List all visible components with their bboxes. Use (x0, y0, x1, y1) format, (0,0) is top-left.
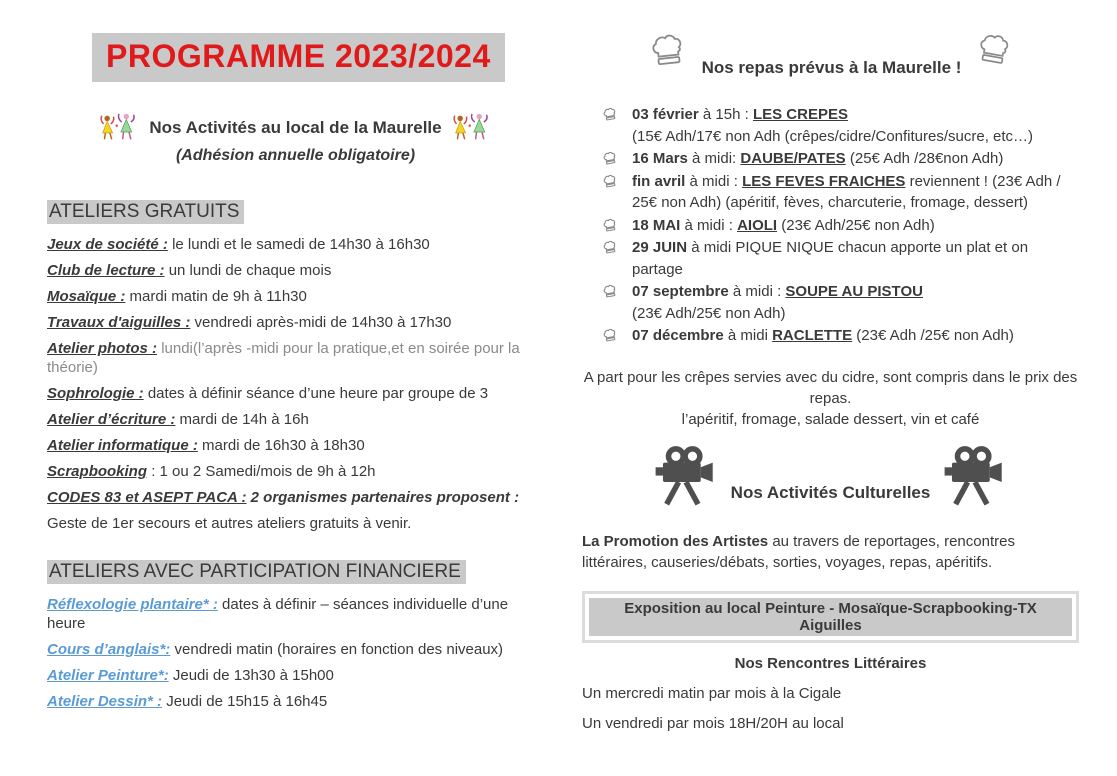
meal-time: à midi : (684, 216, 733, 234)
meal-price: reviennent ! (23€ Adh / (909, 172, 1061, 190)
left-column (47, 33, 544, 718)
workshop-label: Mosaïque : (47, 288, 126, 305)
meal-date: fin avril (632, 172, 686, 190)
workshop-label: Atelier d’écriture : (47, 411, 176, 428)
section-heading-free-workshops: ATELIERS GRATUITS (47, 201, 544, 223)
artists-promo (582, 531, 1079, 573)
workshop-label: Club de lecture : (47, 262, 165, 279)
expo-banner-text: Exposition au local Peinture - Mosaïque-Scrapbooking-TX Aiguilles (589, 598, 1072, 636)
meal-details: (23€ Adh/25€ non Adh) (632, 304, 786, 322)
chef-hat-icon (602, 171, 632, 214)
rencontres-heading: Nos Rencontres Littéraires (734, 654, 927, 672)
workshop-desc: un lundi de chaque mois (168, 262, 332, 279)
meals-header (582, 32, 1079, 78)
workshop-desc: dates à définir – séances individuelle d’une heure (47, 596, 509, 632)
meal-price: (25€ Adh /28€non Adh) (849, 150, 1004, 167)
workshop-desc: 2 organismes partenaires proposent : (250, 489, 520, 506)
workshop-label: Atelier photos : (47, 340, 158, 357)
film-camera-icon (651, 446, 721, 507)
rencontres-line: Un mercredi matin par mois à la Cigale (582, 684, 842, 702)
workshop-desc: mardi de 16h30 à 18h30 (202, 437, 365, 454)
workshop-label: Travaux d'aiguilles : (47, 314, 191, 331)
workshop-label: Sophrologie : (47, 385, 144, 402)
workshop-item (47, 692, 544, 711)
workshop-label: Jeux de société : (47, 236, 168, 253)
workshop-label: Atelier Dessin* : (47, 693, 163, 710)
chef-hat-icon (973, 29, 1017, 71)
meal-details: (15€ Adh/17€ non Adh (crêpes/cidre/Confitures/sucre, etc…) (632, 127, 1034, 145)
activities-heading: Nos Activités au local de la Maurelle (149, 117, 442, 137)
meal-dish: RACLETTE (772, 327, 853, 344)
workshop-label: Atelier Peinture*: (47, 667, 169, 684)
meal-dish: AIOLI (737, 216, 778, 234)
meals-note-line: A part pour les crêpes servies avec du cidre, sont compris dans le prix des repas. (583, 368, 1078, 407)
chef-hat-icon (602, 237, 632, 280)
meal-date: 03 février (632, 106, 699, 123)
film-camera-icon (940, 446, 1010, 507)
workshop-item (47, 462, 544, 481)
workshop-label: Cours d’anglais*: (47, 641, 171, 658)
meal-date: 18 MAI (632, 216, 681, 234)
chef-hat-icon (602, 281, 632, 324)
meal-item (602, 215, 1079, 237)
rencontres-line: Un vendredi par mois 18H/20H au local (582, 714, 844, 732)
workshop-item (47, 488, 544, 507)
workshop-desc: le lundi et le samedi de 14h30 à 16h30 (172, 236, 430, 253)
workshop-desc: lundi(l’après -midi pour la pratique,et en soirée pour la théorie) (47, 340, 520, 376)
workshop-desc: Jeudi de 13h30 à 15h00 (172, 667, 334, 684)
workshop-item (47, 339, 544, 377)
workshop-label: Atelier informatique : (47, 437, 198, 454)
chef-hat-icon (602, 325, 632, 347)
culture-heading: Nos Activités Culturelles (730, 482, 931, 502)
chef-hat-icon (602, 215, 632, 237)
workshop-item (47, 261, 544, 280)
chef-hat-icon (646, 30, 690, 72)
free-workshops-footer: Geste de 1er secours et autres ateliers gratuits à venir. (47, 515, 412, 532)
workshop-desc: vendredi après-midi de 14h30 à 17h30 (194, 314, 452, 331)
artists-promo-lead: La Promotion des Artistes (582, 532, 769, 550)
workshop-item (47, 410, 544, 429)
meal-item (602, 171, 1079, 214)
meal-price: (23€ Adh /25€ non Adh) (856, 327, 1014, 344)
activities-header (47, 112, 544, 165)
meal-time: à midi: (692, 150, 737, 167)
chef-hat-icon (602, 104, 632, 147)
meal-item (602, 104, 1079, 147)
workshop-desc: Jeudi de 15h15 à 16h45 (166, 693, 328, 710)
meal-dish: LES CREPES (752, 106, 848, 123)
meals-heading: Nos repas prévus à la Maurelle ! (701, 58, 962, 77)
meal-details: 25€ non Adh) (apéritif, fèves, charcuterie, fromage, dessert) (632, 194, 1029, 211)
workshop-label: CODES 83 et ASEPT PACA : (47, 489, 247, 506)
workshop-label: Réflexologie plantaire* : (47, 596, 218, 613)
workshop-item (47, 287, 544, 306)
culture-header (582, 446, 1079, 507)
meals-note (582, 367, 1079, 430)
meals-note-line: l’apéritif, fromage, salade dessert, vin et café (681, 410, 980, 428)
meal-time: à midi (727, 327, 768, 344)
workshop-desc: : 1 ou 2 Samedi/mois de 9h à 12h (151, 463, 376, 480)
meal-date: 29 JUIN (632, 239, 688, 256)
dancers-icon (99, 112, 139, 143)
meal-item (602, 148, 1079, 170)
meal-item (602, 281, 1079, 324)
meal-item (602, 325, 1079, 347)
meal-date: 07 septembre (632, 283, 729, 300)
meal-date: 16 Mars (632, 150, 688, 167)
section-heading-paid-workshops: ATELIERS AVEC PARTICIPATION FINANCIERE (47, 561, 544, 583)
workshop-desc: vendredi matin (horaires en fonction des niveaux) (174, 641, 504, 658)
meals-list (582, 104, 1079, 347)
workshop-item (47, 235, 544, 254)
workshop-item (47, 595, 544, 633)
meal-time: à midi : (732, 283, 782, 300)
meal-dish: SOUPE AU PISTOU (785, 283, 923, 300)
chef-hat-icon (602, 148, 632, 170)
meal-dish: LES FEVES FRAICHES (742, 172, 906, 190)
expo-banner (582, 591, 1079, 643)
meal-desc: à midi PIQUE NIQUE chacun apporte un plat et on partage (632, 239, 1029, 278)
meal-dish: DAUBE/PATES (740, 150, 846, 167)
page-title: PROGRAMME 2023/2024 (92, 33, 505, 82)
meal-item (602, 237, 1079, 280)
workshop-item (47, 313, 544, 332)
workshop-item (47, 666, 544, 685)
meal-time: à midi : (689, 172, 738, 190)
workshop-item (47, 384, 544, 403)
right-column (582, 28, 1079, 732)
artists-promo-text: au travers de reportages, rencontres littéraires, causeries/débats, sorties, voyages, repas, apéritifs. (582, 532, 1015, 571)
meal-date: 07 décembre (632, 327, 724, 344)
workshop-label: Scrapbooking (47, 463, 148, 480)
meal-time: à 15h : (702, 106, 749, 123)
workshop-desc: mardi de 14h à 16h (179, 411, 309, 428)
workshop-desc: dates à définir séance d’une heure par groupe de 3 (147, 385, 489, 402)
dancers-icon (452, 112, 492, 143)
workshop-item (47, 640, 544, 659)
workshop-item (47, 436, 544, 455)
meal-price: (23€ Adh/25€ non Adh) (781, 216, 935, 234)
membership-note: (Adhésion annuelle obligatoire) (175, 147, 416, 164)
workshop-desc: mardi matin de 9h à 11h30 (129, 288, 307, 305)
